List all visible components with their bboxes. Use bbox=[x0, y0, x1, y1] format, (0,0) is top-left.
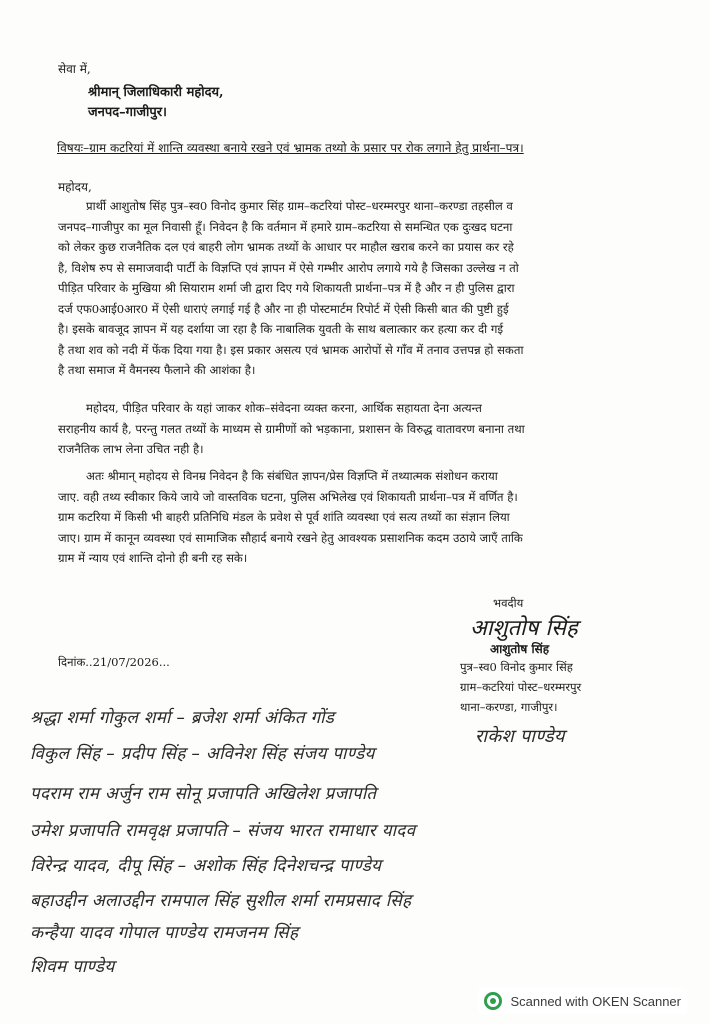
recipient-line-1: श्रीमान् जिलाधिकारी महोदय, bbox=[88, 85, 224, 100]
signer-father: पुत्र–स्व0 विनोद कुमार सिंह bbox=[460, 660, 573, 674]
closing-text: भवदीय bbox=[493, 596, 524, 610]
paragraph-1 bbox=[58, 196, 630, 381]
signatory-line: उमेश प्रजापति रामवृक्ष प्रजापति – संजय भारत रामाधार यादव bbox=[30, 821, 416, 841]
handwritten-signature: आशुतोष सिंह bbox=[470, 616, 578, 641]
paragraph-1-line: है तथा समाज में वैमनस्य फैलाने की आशंका है। bbox=[58, 363, 256, 377]
salutation-top: सेवा में, bbox=[58, 62, 91, 76]
paragraph-1-line: प्रार्थी आशुतोष सिंह पुत्र–स्व0 विनोद कुमार सिंह ग्राम–कटरियां पोस्ट–धरम्मरपुर थाना–करण्डा तहसील व bbox=[86, 199, 513, 213]
paragraph-3-line: जाए। ग्राम में कानून व्यवस्था एवं सामाजिक सौहार्द बनाये रखने हेतु आवश्यक प्रसाशनिक कदम उठाये जाएँ ताकि bbox=[58, 530, 523, 545]
paragraph-2 bbox=[58, 398, 630, 460]
paragraph-3-line: अतः श्रीमान् महोदय से विनम्र निवेदन है कि संबंधित ज्ञापन/प्रेस विज्ञप्ति में तथ्यात्मक संशोधन कराया bbox=[86, 469, 498, 483]
paragraph-2-line: सराहनीय कार्य है, परन्तु गलत तथ्यों के माध्यम से ग्रामीणों को भड़काना, प्रशासन के विरुद्ध वातावरण बनाना तथा bbox=[58, 421, 525, 436]
paragraph-2-line: राजनैतिक लाभ लेना उचित नही है। bbox=[58, 442, 204, 456]
watermark-text: Scanned with OKEN Scanner bbox=[510, 993, 681, 1009]
paragraph-3 bbox=[58, 466, 630, 569]
signatory-line: श्रद्धा शर्मा गोकुल शर्मा – ब्रजेश शर्मा अंकित गोंड bbox=[30, 708, 335, 728]
paragraph-3-line: ग्राम में न्याय एवं शान्ति दोनो ही बनी रह सके। bbox=[58, 551, 248, 565]
signatory-line: विकुल सिंह – प्रदीप सिंह – अविनेश सिंह संजय पाण्डेय bbox=[30, 744, 375, 764]
greeting: महोदय, bbox=[58, 180, 92, 194]
signatory-line: कन्हैया यादव गोपाल पाण्डेय रामजनम सिंह bbox=[30, 923, 299, 943]
signer-name: आशुतोष सिंह bbox=[490, 642, 550, 656]
signatory-line: पदराम राम अर्जुन राम सोनू प्रजापति अखिलेश प्रजापति bbox=[30, 784, 377, 804]
signatory-line: शिवम पाण्डेय bbox=[30, 957, 115, 977]
recipient-line-2: जनपद–गाजीपुर। bbox=[88, 105, 167, 120]
paragraph-1-line: जनपद–गाजीपुर का मूल निवासी हूँ। निवेदन है कि वर्तमान में हमारे ग्राम–कटरिया से समन्धित एक दुःखद घटना bbox=[58, 219, 513, 234]
paragraph-2-line: महोदय, पीड़ित परिवार के यहां जाकर शोक–संवेदना व्यक्त करना, आर्थिक सहायता देना अत्यन्त bbox=[86, 401, 482, 415]
paragraph-3-line: जाए. वही तथ्य स्वीकार किये जाये जो वास्तविक घटना, पुलिस अभिलेख एवं शिकायती प्रार्थना–पत्र में वर्णित है। bbox=[58, 489, 518, 504]
signatory-line: बहाउद्दीन अलाउद्दीन रामपाल सिंह सुशील शर्मा रामप्रसाद सिंह bbox=[30, 891, 412, 911]
signer-address-1: ग्राम–कटरियां पोस्ट–धरम्मरपुर bbox=[460, 680, 582, 694]
paragraph-1-line: दर्ज एफ0आई0आर0 में ऐसी धाराएं लगाई गई है और ना ही पोस्टमार्टम रिपोर्ट में ऐसी किसी बात की पुष्टी हुई bbox=[58, 301, 509, 316]
paragraph-3-line: ग्राम कटरिया में किसी भी बाहरी प्रतिनिधि मंडल के प्रवेश से पूर्व शांति व्यवस्था एवं सत्य तथ्यों का संज्ञान लिया bbox=[58, 510, 510, 524]
paragraph-1-line: है तथा शव को नदी में फेंक दिया गया है। इस प्रकार असत्य एवं भ्रामक आरोपों से गाँव में तनाव उत्तपन्न हो सकता bbox=[58, 342, 524, 357]
paragraph-1-line: है, विशेष रुप से समाजवादी पार्टी के विज्ञप्ति एवं ज्ञापन में ऐसे गम्भीर आरोप लगाये गये है जिसका उल्लेख न तो bbox=[58, 260, 519, 275]
paragraph-1-line: को लेकर कुछ राजनैतिक दल एवं बाहरी लोग भ्रामक तथ्यों के आधार पर माहौल खराब करने का प्रयास कर रहे bbox=[58, 240, 514, 254]
signer-address-2: थाना–करण्डा, गाजीपुर। bbox=[460, 700, 558, 714]
paragraph-1-line: पीड़ित परिवार के मुखिया श्री सियाराम शर्मा जी द्वारा दिए गये शिकायती प्रार्थना–पत्र में है और न ही पुलिस द्वारा bbox=[58, 281, 515, 295]
paragraph-1-line: है। इसके बावजूद ज्ञापन में यह दर्शाया जा रहा है कि नाबालिक युवती के साथ बलात्कार कर हत्या कर दी गई bbox=[58, 322, 504, 336]
subject-line: विषयः–ग्राम कटरियां में शान्ति व्यवस्था बनाये रखने एवं भ्रामक तथ्यो के प्रसार पर रोक लगाने हेतु प्रार्थना–पत्र। bbox=[57, 141, 524, 155]
date-label: दिनांक..21/07/2026... bbox=[58, 655, 170, 669]
scanner-watermark bbox=[478, 988, 687, 1014]
oken-logo-icon bbox=[484, 992, 502, 1010]
handwritten-extra-name: राकेश पाण्डेय bbox=[475, 726, 565, 747]
signatory-line: विरेन्द्र यादव, दीपू सिंह – अशोक सिंह दिनेशचन्द्र पाण्डेय bbox=[30, 856, 382, 876]
